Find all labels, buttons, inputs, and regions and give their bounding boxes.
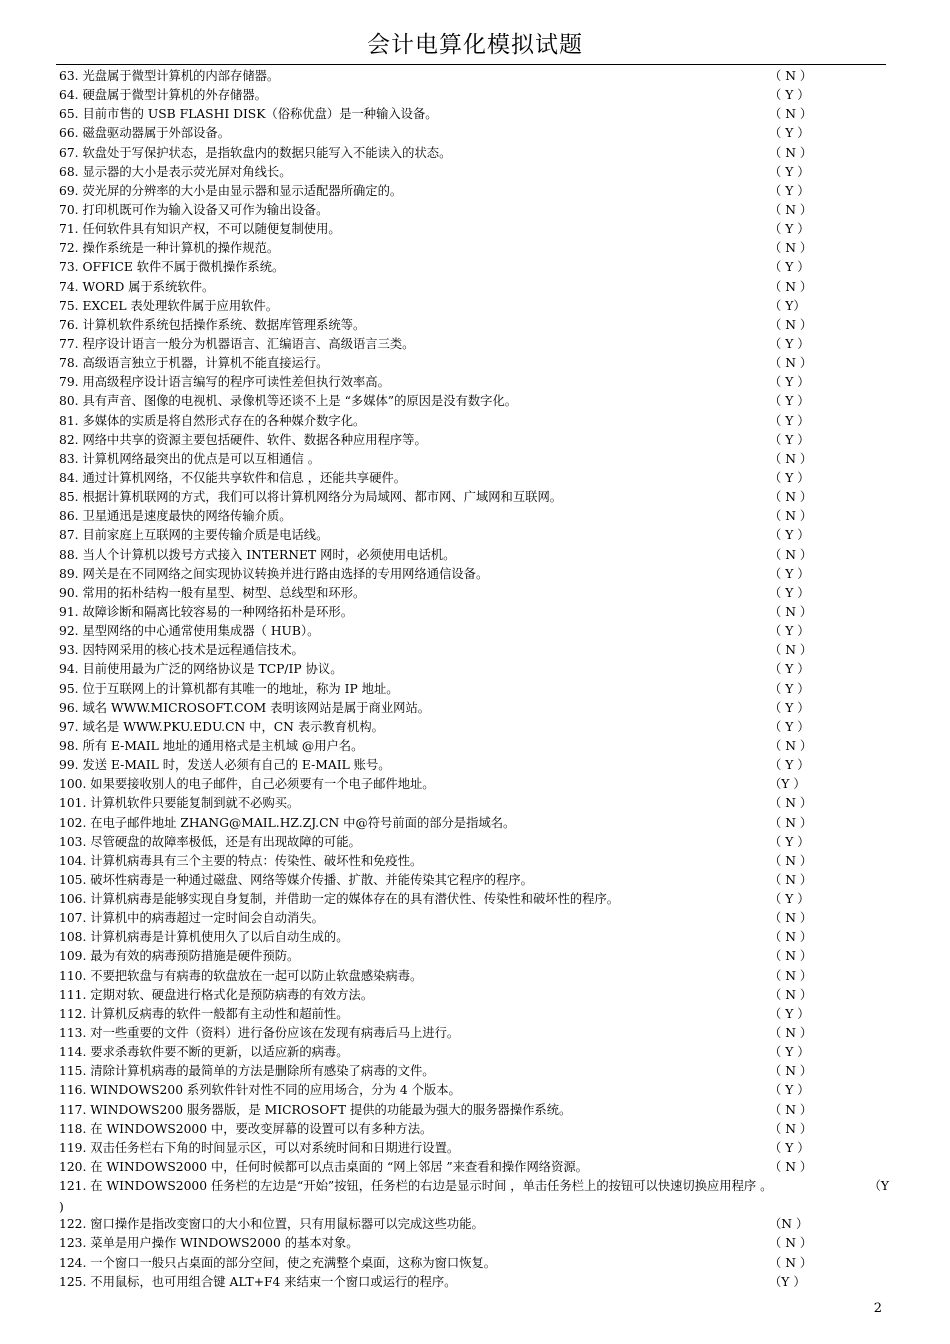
answer-mark: （ N ） xyxy=(769,1121,813,1136)
question-row xyxy=(59,641,889,660)
question-row xyxy=(59,469,889,488)
question-row xyxy=(59,1101,889,1120)
question-text: 82. 网络中共享的资源主要包括硬件、软件、数据各种应用程序等。 xyxy=(59,432,427,447)
answer-mark: （Y ） xyxy=(769,1274,806,1289)
answer-mark: （Y ） xyxy=(769,777,806,792)
answer-mark: （ N ） xyxy=(769,853,813,868)
answer-mark: （ N ） xyxy=(769,107,813,122)
question-text: 100. 如果要接收别人的电子邮件，自己必须要有一个电子邮件地址。 xyxy=(59,777,435,792)
question-text: 80. 具有声音、图像的电视机、录像机等还谈不上是 “多媒体”的原因是没有数字化。 xyxy=(59,394,518,409)
question-row xyxy=(59,756,889,775)
question-row xyxy=(59,526,889,545)
question-text: 78. 高级语言独立于机器，计算机不能直接运行。 xyxy=(59,356,329,371)
question-row xyxy=(59,852,889,871)
answer-mark: （ Y ） xyxy=(769,260,810,275)
answer-mark: （ Y ） xyxy=(769,1083,810,1098)
question-text: 115. 清除计算机病毒的最简单的方法是删除所有感染了病毒的文件。 xyxy=(59,1064,435,1079)
question-row xyxy=(59,507,889,526)
question-row xyxy=(59,144,889,163)
question-text: 116. WINDOWS200 系列软件针对性不同的应用场合，分为 4 个版本。 xyxy=(59,1083,461,1098)
answer-mark: （ N ） xyxy=(769,1255,813,1270)
question-text: 76. 计算机软件系统包括操作系统、数据库管理系统等。 xyxy=(59,317,366,332)
answer-mark: （ N ） xyxy=(769,949,813,964)
answer-mark: （ Y ） xyxy=(769,375,810,390)
question-text: 66. 磁盘驱动器属于外部设备。 xyxy=(59,126,231,141)
answer-mark: （ N ） xyxy=(769,968,813,983)
question-row xyxy=(59,833,889,852)
question-row xyxy=(59,1005,889,1024)
question-text: 71. 任何软件具有知识产权，不可以随便复制使用。 xyxy=(59,222,341,237)
question-text: 83. 计算机网络最突出的优点是可以互相通信 。 xyxy=(59,451,321,466)
question-text: 77. 程序设计语言一般分为机器语言、汇编语言、高级语言三类。 xyxy=(59,337,415,351)
answer-mark: （ Y ） xyxy=(769,528,810,543)
answer-mark: （ N ） xyxy=(769,911,813,926)
question-row xyxy=(59,546,889,565)
question-text: 101. 计算机软件只要能复制到就不必购买。 xyxy=(59,796,300,811)
answer-mark: （ Y ） xyxy=(769,1140,810,1155)
question-text: 107. 计算机中的病毒超过一定时间会自动消失。 xyxy=(59,911,324,926)
answer-mark: （ N ） xyxy=(769,872,813,887)
question-text: 93. 因特网采用的核心技术是远程通信技术。 xyxy=(59,643,304,658)
question-row xyxy=(59,947,889,966)
question-row xyxy=(59,737,889,756)
question-row xyxy=(59,239,889,258)
question-row xyxy=(59,1062,889,1081)
question-text: 75. EXCEL 表处理软件属于应用软件。 xyxy=(59,298,279,313)
question-text: 122. 窗口操作是指改变窗口的大小和位置，只有用鼠标器可以完成这些功能。 xyxy=(59,1217,484,1232)
answer-mark: （ N ） xyxy=(769,1064,813,1079)
question-text: 92. 星型网络的中心通常使用集成器（ HUB）。 xyxy=(59,624,320,639)
question-text: 104. 计算机病毒具有三个主要的特点：传染性、破坏性和免疫性。 xyxy=(59,853,423,868)
answer-mark: （ N ） xyxy=(769,509,813,524)
question-row xyxy=(59,718,889,737)
answer-mark: （ Y ） xyxy=(769,758,810,772)
answer-mark: （ N ） xyxy=(769,987,813,1002)
question-row xyxy=(59,258,889,277)
answer-mark: （ Y ） xyxy=(769,566,810,581)
question-row xyxy=(59,201,889,220)
question-text: 85. 根据计算机联网的方式，我们可以将计算机网络分为局域网、都市网、广域网和互联网。 xyxy=(59,490,563,505)
question-row xyxy=(59,373,889,392)
question-text: 64. 硬盘属于微型计算机的外存储器。 xyxy=(59,88,267,103)
answer-mark: （ Y ） xyxy=(769,337,810,351)
question-text: 99. 发送 E-MAIL 时，发送人必须有自己的 E-MAIL 账号。 xyxy=(59,758,391,772)
answer-mark: （ N ） xyxy=(769,604,813,619)
answer-mark: （ N ） xyxy=(769,356,813,371)
question-row xyxy=(59,1024,889,1043)
question-text: 79. 用高级程序设计语言编写的程序可读性差但执行效率高。 xyxy=(59,375,390,390)
answer-mark: （ N ） xyxy=(769,1026,813,1040)
question-text: 72. 操作系统是一种计算机的操作规范。 xyxy=(59,241,280,256)
question-text: 73. OFFICE 软件不属于微机操作系统。 xyxy=(59,260,285,275)
answer-mark: （ N ） xyxy=(769,547,813,562)
answer-mark: （ N ） xyxy=(769,1236,813,1251)
question-row xyxy=(59,565,889,584)
question-row xyxy=(59,584,889,603)
answer-mark: （ Y ） xyxy=(769,719,810,734)
question-row xyxy=(59,1234,889,1253)
question-text: 111. 定期对软、硬盘进行格式化是预防病毒的有效方法。 xyxy=(59,987,374,1002)
question-row xyxy=(59,603,889,622)
question-text: 84. 通过计算机网络，不仅能共享软件和信息 ，还能共享硬件。 xyxy=(59,470,407,485)
answer-mark: （ Y ） xyxy=(769,88,810,103)
answer-mark: （ Y ） xyxy=(769,1045,810,1060)
question-text: 95. 位于互联网上的计算机都有其唯一的地址，称为 IP 地址。 xyxy=(59,681,399,696)
question-text: 81. 多媒体的实质是将自然形式存在的各种媒介数字化。 xyxy=(59,413,366,428)
question-row xyxy=(59,909,889,928)
question-text: 108. 计算机病毒是计算机使用久了以后自动生成的。 xyxy=(59,930,349,945)
question-text: 109. 最为有效的病毒预防措施是硬件预防。 xyxy=(59,949,300,964)
question-row xyxy=(59,890,889,909)
question-text: 102. 在电子邮件地址 ZHANG@MAIL.HZ.ZJ.CN 中@符号前面的部分是指域名。 xyxy=(59,815,516,830)
answer-mark: （ N ） xyxy=(769,241,813,256)
answer-mark: （ Y ） xyxy=(769,164,810,179)
answer-mark: （ Y ） xyxy=(769,222,810,237)
question-text: 86. 卫星通迅是速度最快的网络传输介质。 xyxy=(59,509,292,524)
question-text: 88. 当人个计算机以拨号方式接入 INTERNET 网时，必须使用电话机。 xyxy=(59,547,456,562)
question-row xyxy=(59,1120,889,1139)
question-text: 68. 显示器的大小是表示荧光屏对角线长。 xyxy=(59,164,292,179)
question-text: 125. 不用鼠标，也可用组合键 ALT+F4 来结束一个窗口或运行的程序。 xyxy=(59,1274,457,1289)
question-row xyxy=(59,124,889,143)
question-row xyxy=(59,67,889,86)
answer-mark: （ N ） xyxy=(769,145,813,160)
question-text: 70. 打印机既可作为输入设备又可作为输出设备。 xyxy=(59,203,329,217)
question-row xyxy=(59,1043,889,1062)
answer-continuation: ) xyxy=(59,1200,64,1214)
question-row xyxy=(59,278,889,297)
answer-mark: （ Y ） xyxy=(769,700,810,715)
answer-mark: （ Y ） xyxy=(769,624,810,639)
question-row xyxy=(59,1273,889,1292)
answer-mark: （ Y ） xyxy=(769,1006,810,1021)
question-text: 117. WINDOWS200 服务器版，是 MICROSOFT 提供的功能最为强大的服务器操作系统。 xyxy=(59,1102,572,1117)
question-row xyxy=(59,392,889,411)
answer-mark: （ Y ） xyxy=(769,183,810,198)
question-text: 105. 破坏性病毒是一种通过磁盘、网络等媒介传播、扩散、并能传染其它程序的程序。 xyxy=(59,872,533,887)
answer-mark: （N ） xyxy=(769,1217,809,1232)
question-text: 96. 域名 WWW.MICROSOFT.COM 表明该网站是属于商业网站。 xyxy=(59,700,431,715)
question-row xyxy=(59,182,889,201)
answer-mark: （ Y ） xyxy=(769,432,810,447)
question-row xyxy=(59,163,889,182)
answer-mark: （ Y ） xyxy=(769,470,810,485)
question-text: 110. 不要把软盘与有病毒的软盘放在一起可以防止软盘感染病毒。 xyxy=(59,968,423,983)
answer-mark: （ N ） xyxy=(769,317,813,332)
answer-mark: （ N ） xyxy=(769,1102,813,1117)
question-text: 65. 目前市售的 USB FLASHI DISK（俗称优盘）是一种输入设备。 xyxy=(59,107,438,122)
answer-mark: （ N ） xyxy=(769,451,813,466)
question-row xyxy=(59,105,889,124)
question-text: 91. 故障诊断和隔离比较容易的一种网络拓朴是环形。 xyxy=(59,604,353,619)
question-text: 98. 所有 E-MAIL 地址的通用格式是主机域 @用户名。 xyxy=(59,738,364,753)
answer-mark: （ Y ） xyxy=(769,834,810,849)
question-text: 124. 一个窗口一般只占桌面的部分空间，使之充满整个桌面，这称为窗口恢复。 xyxy=(59,1255,497,1270)
question-text: 114. 要求杀毒软件要不断的更新，以适应新的病毒。 xyxy=(59,1045,349,1060)
question-row xyxy=(59,412,889,431)
question-row xyxy=(59,354,889,373)
question-row xyxy=(59,871,889,890)
answer-mark: （ N ） xyxy=(769,643,813,658)
question-text: 89. 网关是在不同网络之间实现协议转换并进行路由选择的专用网络通信设备。 xyxy=(59,566,489,581)
question-text: 113. 对一些重要的文件（资料）进行备份应该在发现有病毒后马上进行。 xyxy=(59,1026,460,1040)
answer-mark: （ Y ） xyxy=(769,681,810,696)
title-divider xyxy=(56,64,886,65)
question-row xyxy=(59,622,889,641)
question-row xyxy=(59,814,889,833)
question-row xyxy=(59,450,889,469)
question-row xyxy=(59,86,889,105)
answer-mark: （ Y ） xyxy=(769,413,810,428)
question-text: 121. 在 WINDOWS2000 任务栏的左边是“开始”按钮，任务栏的右边是显示时间 ，单击任务栏上的按钮可以快速切换应用程序 。 xyxy=(59,1179,773,1194)
answer-mark: （ N ） xyxy=(769,796,813,811)
answer-mark: （ N ） xyxy=(769,930,813,945)
answer-mark: （ Y ） xyxy=(769,126,810,141)
answer-mark: （ Y ） xyxy=(769,892,810,906)
page-title: 会计电算化模拟试题 xyxy=(367,32,583,58)
question-row xyxy=(59,220,889,239)
question-row xyxy=(59,699,889,718)
question-row xyxy=(59,775,889,794)
answer-mark: （ N ） xyxy=(769,69,813,83)
page-number: 2 xyxy=(873,1301,882,1316)
question-row xyxy=(59,1139,889,1158)
answer-mark: （ N ） xyxy=(769,738,813,753)
question-text: 87. 目前家庭上互联网的主要传输介质是电话线。 xyxy=(59,528,329,543)
answer-mark: （ Y ） xyxy=(769,585,810,600)
question-text: 123. 菜单是用户操作 WINDOWS2000 的基本对象。 xyxy=(59,1236,359,1251)
answer-mark: （ N ） xyxy=(769,815,813,830)
question-text: 120. 在 WINDOWS2000 中，任何时候都可以点击桌面的 “网上邻居 ”来查看和操作网络资源。 xyxy=(59,1160,588,1174)
question-row xyxy=(59,1081,889,1100)
question-text: 67. 软盘处于写保护状态，是指软盘内的数据只能写入不能读入的状态。 xyxy=(59,145,452,160)
answer-mark: （Y xyxy=(868,1179,889,1194)
question-row xyxy=(59,660,889,679)
question-text: 94. 目前使用最为广泛的网络协议是 TCP/IP 协议。 xyxy=(59,662,343,677)
question-text: 63. 光盘属于微型计算机的内部存储器。 xyxy=(59,69,280,83)
answer-mark: （ N ） xyxy=(769,490,813,505)
question-text: 74. WORD 属于系统软件。 xyxy=(59,279,215,294)
question-text: 118. 在 WINDOWS2000 中，要改变屏幕的设置可以有多种方法。 xyxy=(59,1121,433,1136)
question-text: 112. 计算机反病毒的软件一般都有主动性和超前性。 xyxy=(59,1006,349,1021)
question-row xyxy=(59,1215,889,1234)
question-row xyxy=(59,488,889,507)
question-text: 119. 双击任务栏右下角的时间显示区，可以对系统时间和日期进行设置。 xyxy=(59,1140,460,1155)
question-row xyxy=(59,794,889,813)
question-row xyxy=(59,316,889,335)
question-text: 106. 计算机病毒是能够实现自身复制，并借助一定的媒体存在的具有潜伏性、传染性和破坏性的程序。 xyxy=(59,892,620,906)
question-text: 90. 常用的拓朴结构一般有星型、树型、总线型和环形。 xyxy=(59,585,366,600)
question-row xyxy=(59,1177,889,1196)
question-row xyxy=(59,335,889,354)
question-row xyxy=(59,1254,889,1273)
answer-mark: （ Y） xyxy=(769,298,806,313)
question-text: 69. 荧光屏的分辨率的大小是由显示器和显示适配器所确定的。 xyxy=(59,183,403,198)
answer-mark: （ N ） xyxy=(769,279,813,294)
answer-mark: （ N ） xyxy=(769,1160,813,1174)
answer-mark: （ Y ） xyxy=(769,662,810,677)
question-row xyxy=(59,967,889,986)
question-row xyxy=(59,680,889,699)
answer-mark: （ Y ） xyxy=(769,394,810,409)
question-text: 97. 域名是 WWW.PKU.EDU.CN 中，CN 表示教育机构。 xyxy=(59,719,384,734)
question-row xyxy=(59,1158,889,1177)
question-text: 103. 尽管硬盘的故障率极低，还是有出现故障的可能。 xyxy=(59,834,361,849)
question-row xyxy=(59,297,889,316)
answer-mark: （ N ） xyxy=(769,203,813,217)
question-row xyxy=(59,928,889,947)
question-row xyxy=(59,986,889,1005)
question-row xyxy=(59,431,889,450)
